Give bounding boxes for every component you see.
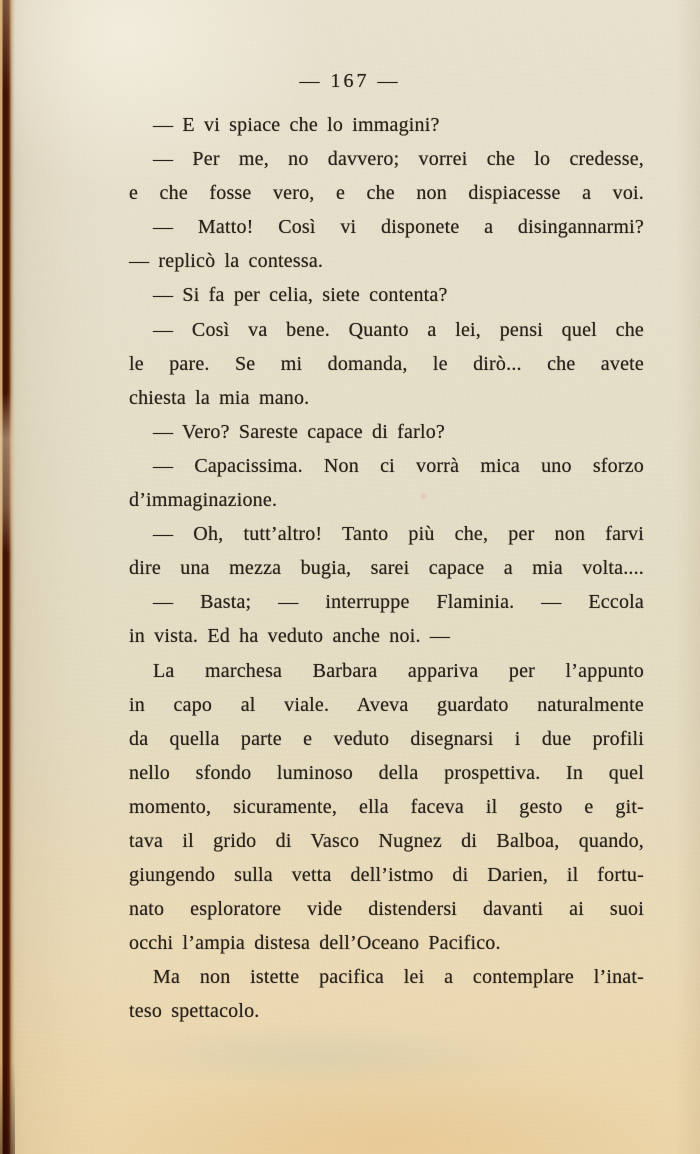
book-spine-edge — [0, 0, 15, 1154]
text-line: dire una mezza bugia, sarei capace a mia volta.... — [129, 557, 644, 580]
text-line: — Capacissima. Non ci vorrà mica uno sforzo — [153, 454, 644, 477]
text-line: La marchesa Barbara appariva per l’appunto — [153, 659, 644, 682]
page-number: — 167 — — [299, 70, 401, 92]
text-line: chiesta la mia mano. — [129, 386, 310, 409]
text-line: in vista. Ed ha veduto anche noi. — — [129, 625, 451, 648]
text-line: — Si fa per celia, siete contenta? — [153, 284, 448, 307]
text-line: le pare. Se mi domanda, le dirò... che avete — [129, 352, 644, 375]
text-line: nato esploratore vide distendersi davanti ai suoi — [129, 898, 644, 921]
text-line: da quella parte e veduto disegnarsi i due profili — [129, 727, 644, 750]
text-line: nello sfondo luminoso della prospettiva. In quel — [129, 761, 644, 784]
text-line: d’immaginazione. — [129, 489, 278, 512]
text-line: teso spettacolo. — [129, 1000, 260, 1023]
text-block — [129, 108, 644, 1029]
text-line: Ma non istette pacifica lei a contemplare l’inat- — [153, 966, 644, 989]
text-line: — Così va bene. Quanto a lei, pensi quel che — [153, 318, 644, 341]
text-line: occhi l’ampia distesa dell’Oceano Pacifico. — [129, 932, 501, 955]
text-line: — Per me, no davvero; vorrei che lo credesse, — [153, 148, 644, 171]
text-line: giungendo sulla vetta dell’istmo di Darien, il fortu- — [129, 864, 644, 887]
text-line: — Vero? Sareste capace di farlo? — [153, 420, 446, 443]
text-line: in capo al viale. Aveva guardato naturalmente — [129, 693, 644, 716]
text-line: — Oh, tutt’altro! Tanto più che, per non farvi — [153, 523, 644, 546]
text-line: — Matto! Così vi disponete a disingannarmi? — [153, 216, 644, 239]
text-line: — replicò la contessa. — [129, 250, 324, 273]
text-line: — E vi spiace che lo immagini? — [153, 114, 440, 136]
text-line: tava il grido di Vasco Nugnez di Balboa, quando, — [129, 829, 644, 852]
text-line: e che fosse vero, e che non dispiacesse a voi. — [129, 182, 644, 205]
text-line: — Basta; — interruppe Flaminia. — Eccola — [153, 591, 644, 614]
text-line: momento, sicuramente, ella faceva il gesto e git- — [129, 795, 644, 818]
